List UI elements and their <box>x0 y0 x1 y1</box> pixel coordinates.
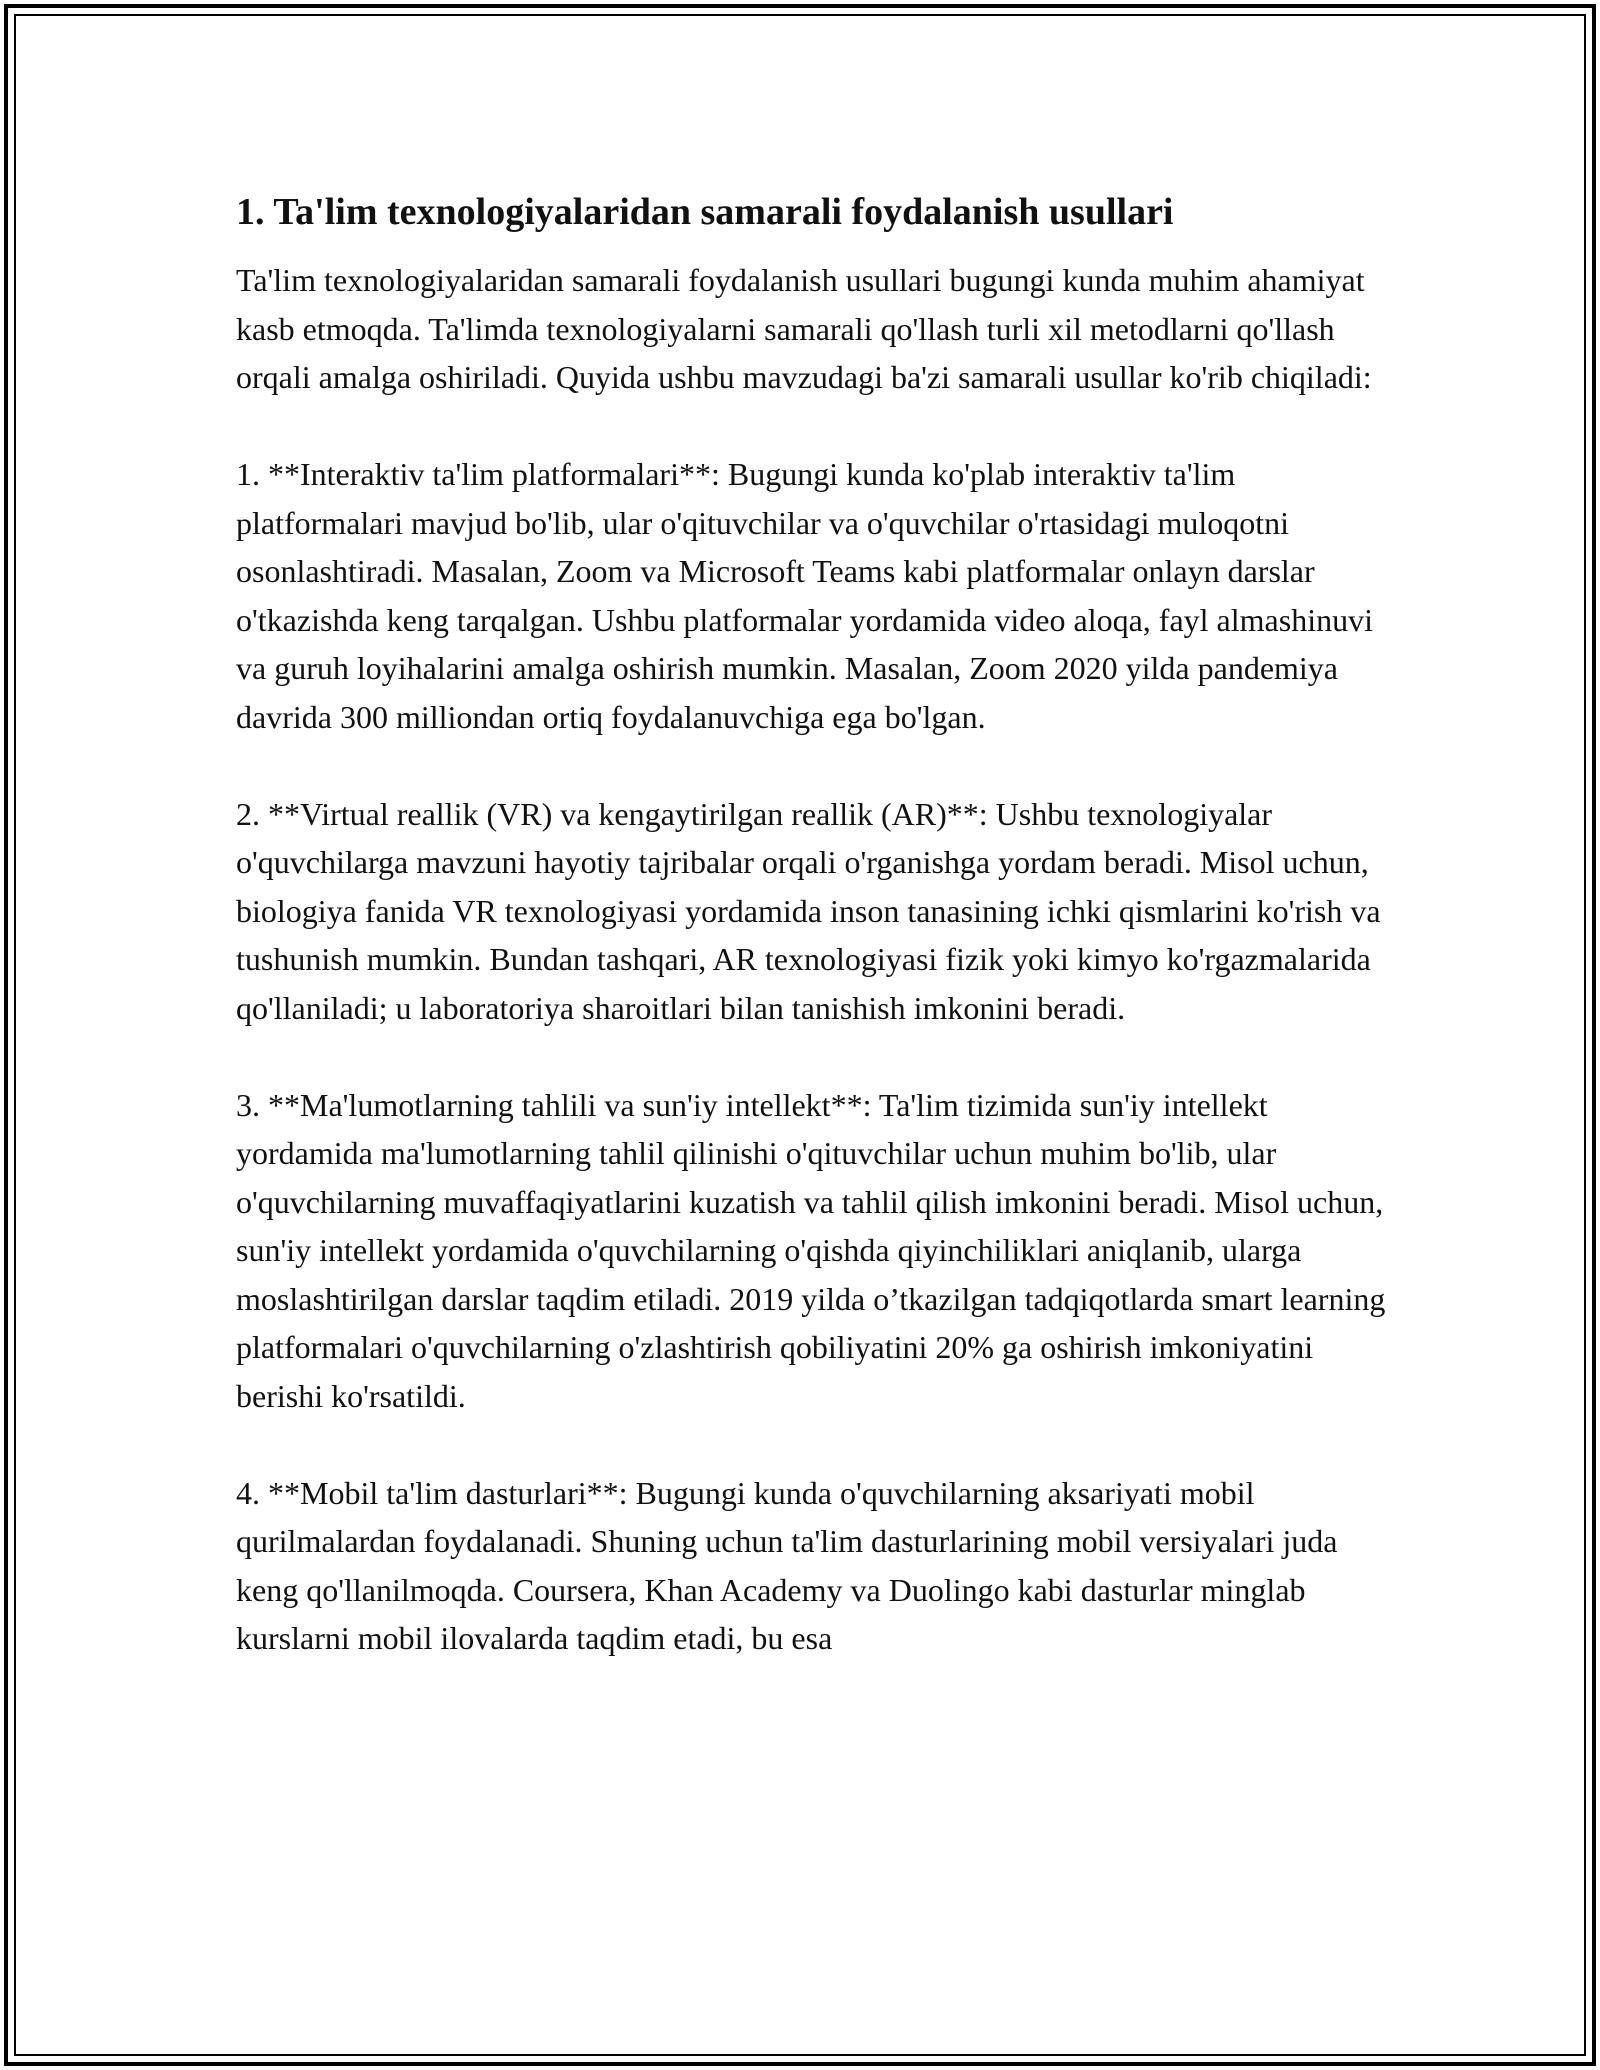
paragraph-data-analysis-ai: 3. **Ma'lumotlarning tahlili va sun'iy intellekt**: Ta'lim tizimida sun'iy intellekt yordamida ma'lumotlarning tahlil qilinishi o'qituvchilar uchun muhim bo'lib, ular o'quvchilarning muvaffaqiyatlarini kuzatish va tahlil qilish imkonini beradi. Misol uchun, sun'iy intellekt yordamida o'quvchilarning o'qishda qiyinchiliklari aniqlanib, ularga moslashtirilgan darslar taqdim etiladi. 2019 yilda o’tkazilgan tadqiqotlarda smart learning platformalari o'quvchilarning o'zlashtirish qobiliyatini 20% ga oshirish imkoniyatini berishi ko'rsatildi. <box>236 1086 1386 1414</box>
paragraph-vr-ar: 2. **Virtual reallik (VR) va kengaytirilgan reallik (AR)**: Ushbu texnologiyalar o'quvchilarga mavzuni hayotiy tajribalar orqali o'rganishga yordam beradi. Misol uchun, biologiya fanida VR texnologiyasi yordamida inson tanasining ichki qismlarini ko'rish va tushunish mumkin. Bundan tashqari, AR texnologiyasi fizik yoki kimyo ko'rgazmalarida qo'llaniladi; u laboratoriya sharoitlari bilan tanishish imkonini beradi. <box>236 795 1381 1026</box>
document-body <box>236 186 1386 1663</box>
section-heading: 1. Ta'lim texnologiyalaridan samarali foydalanish usullari <box>236 191 1174 233</box>
intro-paragraph: Ta'lim texnologiyalaridan samarali foydalanish usullari bugungi kunda muhim ahamiyat kasb etmoqda. Ta'limda texnologiyalarni samarali qo'llash turli xil metodlarni qo'llash orqali amalga oshiriladi. Quyida ushbu mavzudagi ba'zi samarali usullar ko'rib chiqiladi: <box>236 262 1372 395</box>
paragraph-interactive-platforms: 1. **Interaktiv ta'lim platformalari**: Bugungi kunda ko'plab interaktiv ta'lim platformalari mavjud bo'lib, ular o'qituvchilar va o'quvchilar o'rtasidagi muloqotni osonlashtiradi. Masalan, Zoom va Microsoft Teams kabi platformalar onlayn darslar o'tkazishda keng tarqalgan. Ushbu platformalar yordamida video aloqa, fayl almashinuvi va guruh loyihalarini amalga oshirish mumkin. Masalan, Zoom 2020 yilda pandemiya davrida 300 milliondan ortiq foydalanuvchiga ega bo'lgan. <box>236 456 1373 735</box>
paragraph-mobile-learning: 4. **Mobil ta'lim dasturlari**: Bugungi kunda o'quvchilarning aksariyati mobil qurilmalardan foydalanadi. Shuning uchun ta'lim dasturlarining mobil versiyalari juda keng qo'llanilmoqda. Coursera, Khan Academy va Duolingo kabi dasturlar minglab kurslarni mobil ilovalarda taqdim etadi, bu esa <box>236 1474 1338 1656</box>
